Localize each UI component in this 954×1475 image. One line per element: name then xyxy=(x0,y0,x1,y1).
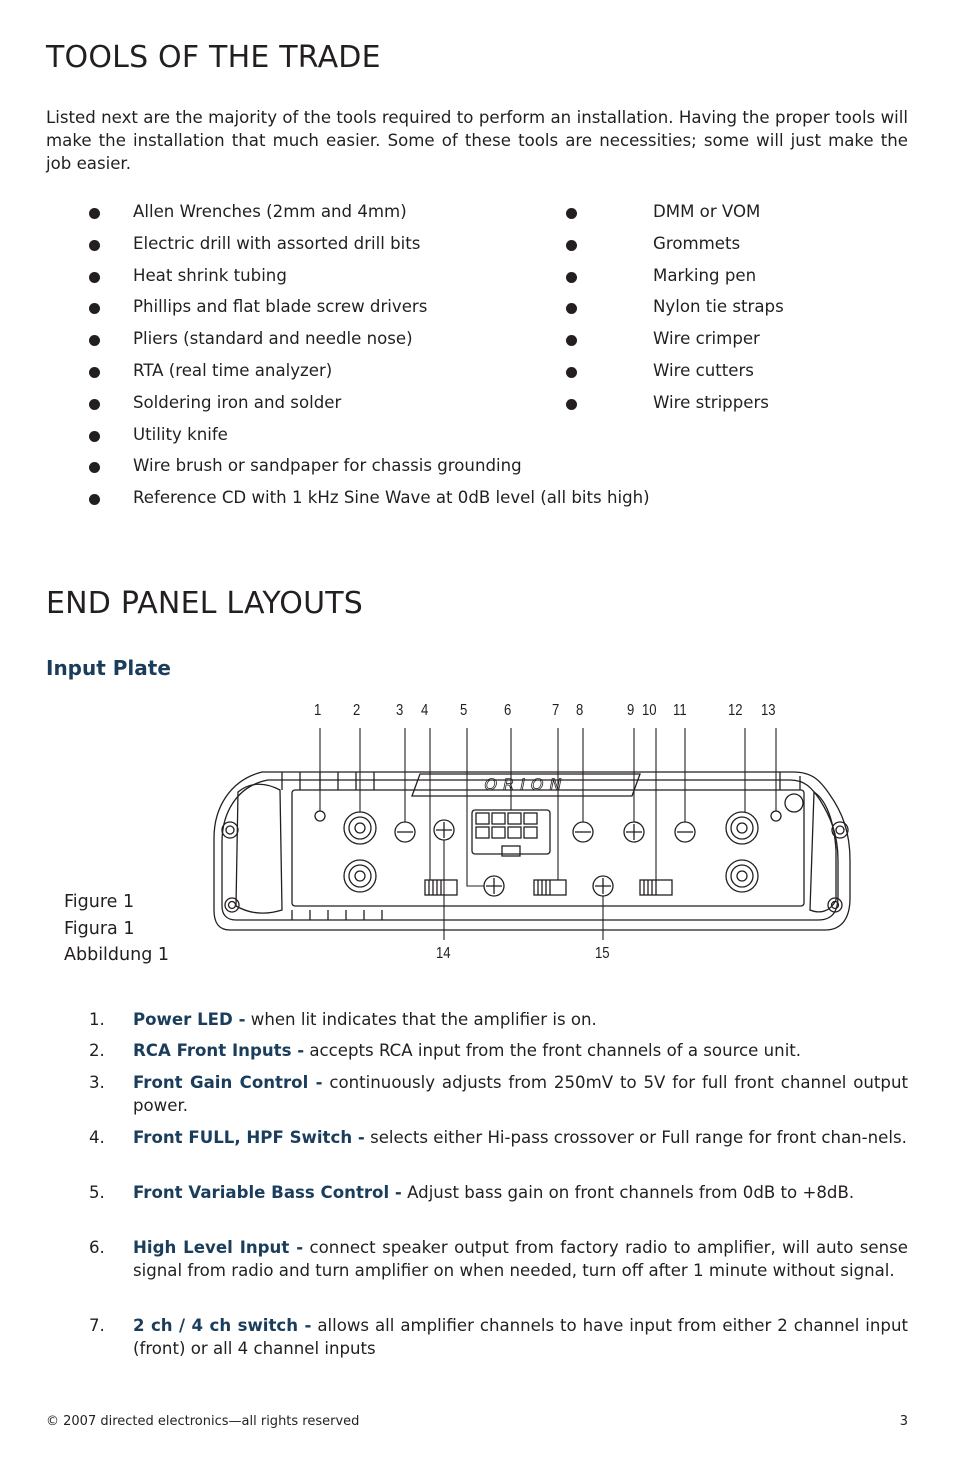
callout-3: 3 xyxy=(396,702,404,719)
list-item xyxy=(89,1314,908,1360)
item-body xyxy=(133,1181,908,1204)
callout-9: 9 xyxy=(627,702,635,719)
left-end-cap xyxy=(236,784,282,913)
amp-housing-inner xyxy=(222,780,838,920)
tool-label: Wire cutters xyxy=(653,361,754,380)
tool-label: Heat shrink tubing xyxy=(133,266,287,285)
orion-logo: ORION xyxy=(484,775,568,794)
item-term: Front Variable Bass Control - xyxy=(133,1183,402,1202)
item-body xyxy=(133,1236,908,1282)
callout-12: 12 xyxy=(728,702,743,719)
item-term: RCA Front Inputs - xyxy=(133,1041,305,1060)
item-number: 2. xyxy=(89,1041,105,1060)
callout-7: 7 xyxy=(552,702,560,719)
item-term: High Level Input - xyxy=(133,1238,304,1257)
list-item xyxy=(89,1181,908,1227)
item-desc: accepts RCA input from the front channels of a source unit. xyxy=(304,1041,802,1060)
tool-label: Wire crimper xyxy=(653,329,760,348)
leader-lines xyxy=(320,728,776,940)
item-term: 2 ch / 4 ch switch - xyxy=(133,1316,312,1335)
page-number: 3 xyxy=(899,1414,908,1429)
item-body xyxy=(133,1314,908,1360)
tool-label: Wire brush or sandpaper for chassis grounding xyxy=(133,456,522,475)
item-number: 3. xyxy=(89,1073,105,1092)
list-item xyxy=(89,1071,908,1117)
item-body xyxy=(133,1126,908,1149)
intro-paragraph: Listed next are the majority of the tools required to perform an installation. Having the proper tools will make the installation that much easier. Some of these tools are necessities; some will just make the job easier. xyxy=(46,108,908,173)
tool-label: Electric drill with assorted drill bits xyxy=(133,234,421,253)
callout-8: 8 xyxy=(576,702,584,719)
item-body xyxy=(133,1008,908,1031)
tool-label: Marking pen xyxy=(653,266,757,285)
list-item xyxy=(89,1236,908,1305)
tool-label: Utility knife xyxy=(133,425,228,444)
callout-1: 1 xyxy=(314,702,322,719)
callout-14: 14 xyxy=(436,945,451,962)
item-number: 7. xyxy=(89,1316,105,1335)
tool-label: Pliers (standard and needle nose) xyxy=(133,329,413,348)
tool-label: Nylon tie straps xyxy=(653,297,784,316)
callout-15: 15 xyxy=(595,945,610,962)
section-title-tools: TOOLS OF THE TRADE xyxy=(46,40,381,75)
figure-label-en: Figure 1 xyxy=(64,892,135,912)
item-number: 5. xyxy=(89,1183,105,1202)
tool-label: Allen Wrenches (2mm and 4mm) xyxy=(133,202,407,221)
mount-screw-left-bottom xyxy=(225,898,239,912)
tool-label: Soldering iron and solder xyxy=(133,393,342,412)
item-desc: selects either Hi-pass crossover or Full range for front chan-nels. xyxy=(364,1128,907,1147)
tool-label: Grommets xyxy=(653,234,741,253)
item-term: Power LED - xyxy=(133,1010,246,1029)
item-desc: allows all amplifier channels to have input from either 2 channel input (front) or all 4 channel inputs xyxy=(133,1316,908,1358)
item-desc: when lit indicates that the amplifier is on. xyxy=(245,1010,597,1029)
item-number: 1. xyxy=(89,1010,105,1029)
item-desc: continuously adjusts from 250mV to 5V for full front channel output power. xyxy=(133,1073,908,1115)
section-title-end-panel: END PANEL LAYOUTS xyxy=(46,586,363,621)
indicator-13 xyxy=(771,811,781,821)
callout-4: 4 xyxy=(421,702,429,719)
tool-label: Phillips and flat blade screw drivers xyxy=(133,297,428,316)
figure-label-de: Abbildung 1 xyxy=(64,945,170,965)
callout-5: 5 xyxy=(460,702,468,719)
callout-6: 6 xyxy=(504,702,512,719)
callout-2: 2 xyxy=(353,702,361,719)
list-item xyxy=(89,1126,908,1172)
tool-label: Wire strippers xyxy=(653,393,769,412)
item-term: Front Gain Control - xyxy=(133,1073,323,1092)
list-item xyxy=(89,1008,908,1031)
item-body xyxy=(133,1071,908,1117)
list-item xyxy=(89,1039,908,1062)
callout-11: 11 xyxy=(673,702,687,719)
figure-label-es: Figura 1 xyxy=(64,919,135,939)
item-number: 6. xyxy=(89,1238,105,1257)
tool-label: RTA (real time analyzer) xyxy=(133,361,333,380)
mount-screw-left xyxy=(222,822,238,838)
item-desc: Adjust bass gain on front channels from 0dB to +8dB. xyxy=(401,1183,855,1202)
item-number: 4. xyxy=(89,1128,105,1147)
tool-label: Reference CD with 1 kHz Sine Wave at 0dB level (all bits high) xyxy=(133,488,650,507)
subsection-title-input-plate: Input Plate xyxy=(46,656,171,680)
footer-copyright: © 2007 directed electronics—all rights reserved xyxy=(46,1414,360,1429)
item-desc: connect speaker output from factory radio to amplifier, will auto sense signal from radio and turn amplifier on when needed, turn off after 1 minute without signal. xyxy=(133,1238,908,1280)
callout-10: 10 xyxy=(642,702,657,719)
power-led xyxy=(315,811,325,821)
item-body xyxy=(133,1039,908,1062)
high-level-input-connector xyxy=(472,810,550,854)
tool-label: DMM or VOM xyxy=(653,202,761,221)
right-end-cap xyxy=(810,792,836,912)
callout-13: 13 xyxy=(761,702,776,719)
ground-screw-top-right xyxy=(785,794,803,812)
item-term: Front FULL, HPF Switch - xyxy=(133,1128,365,1147)
